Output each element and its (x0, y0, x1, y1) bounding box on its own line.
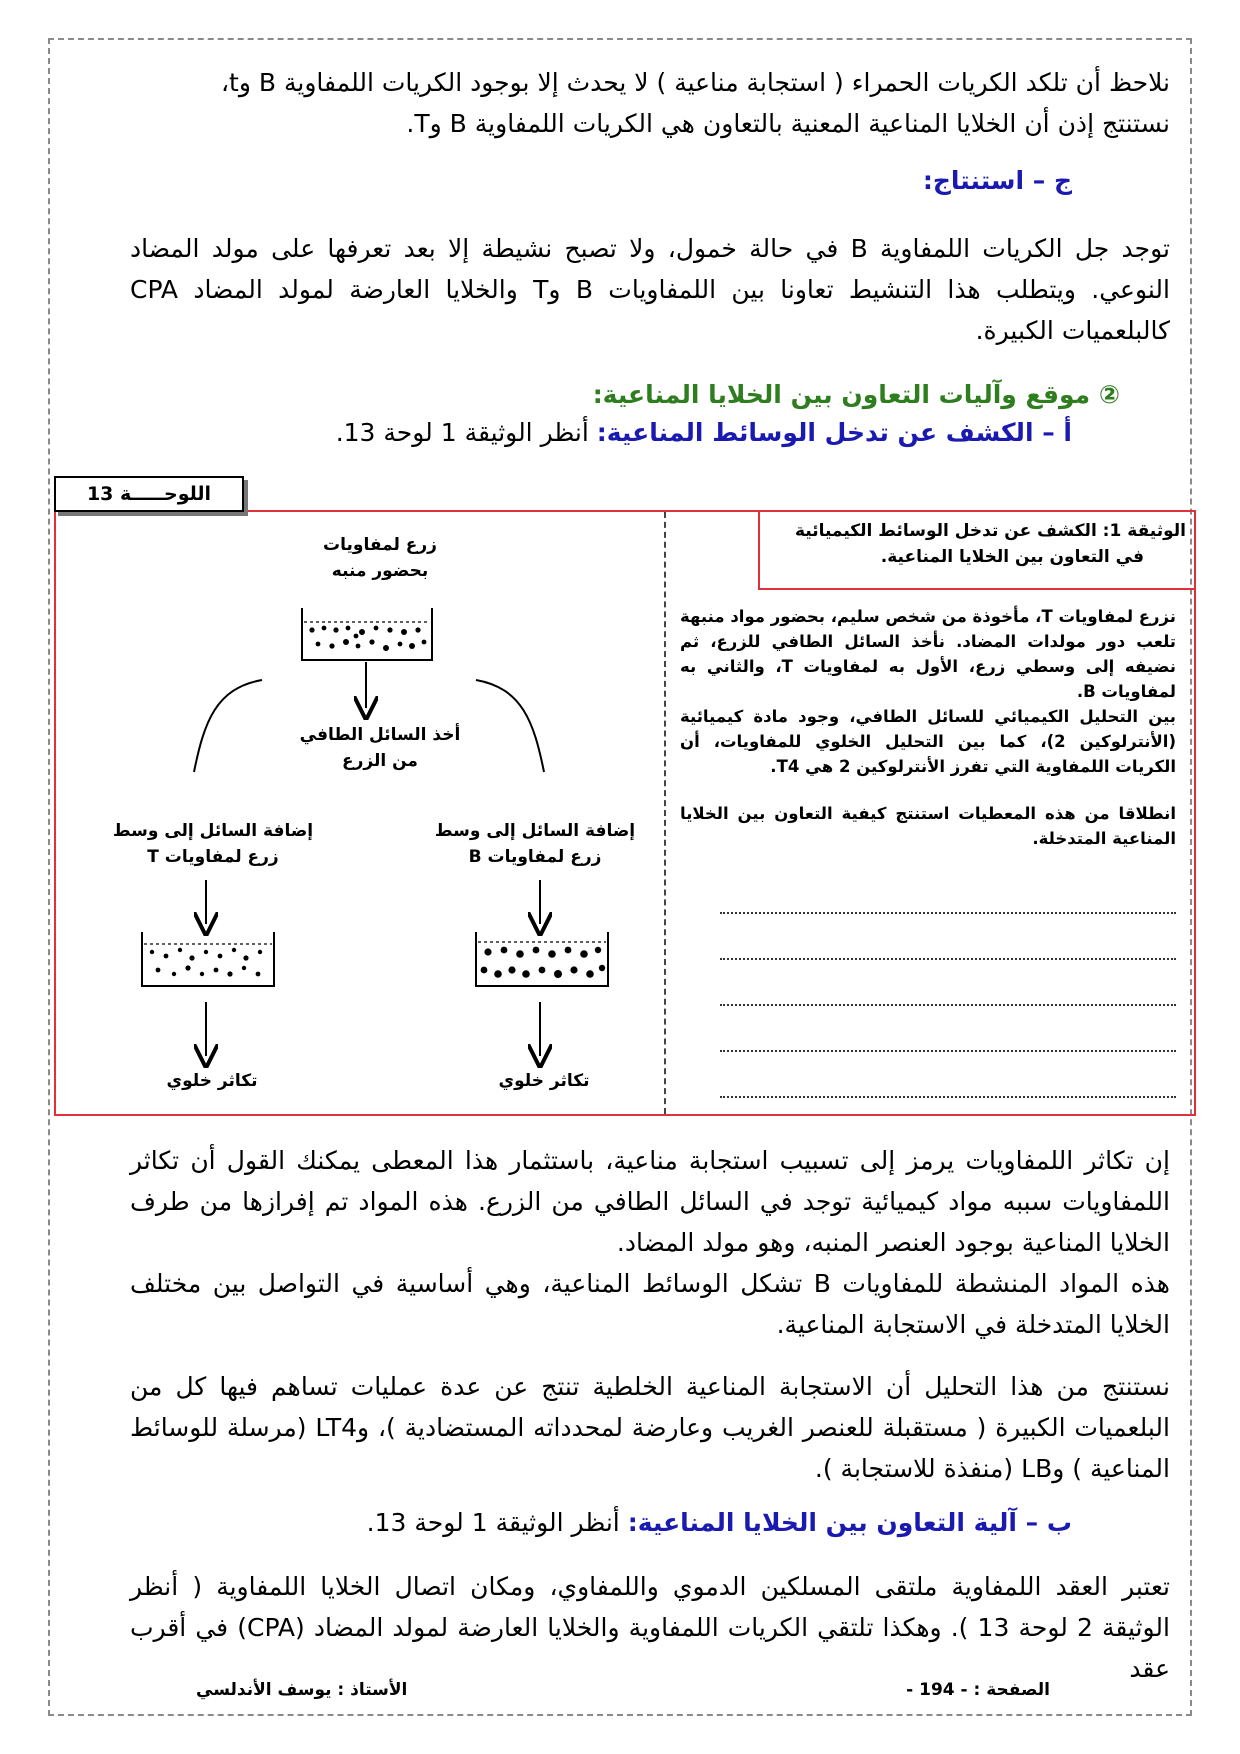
top-culture-label-2: بحضور منبه (331, 561, 429, 581)
section2a-heading: أ – الكشف عن تدخل الوسائط المناعية: (596, 418, 1072, 447)
add-to-b-label-1: إضافة السائل إلى وسط (434, 821, 636, 841)
section2b-line (367, 1508, 1072, 1537)
b-culture-beaker (476, 932, 608, 986)
top-culture-label-1: زرع لمفاويات (323, 535, 437, 555)
conclusion-heading: ج – استنتاج: (922, 166, 1072, 195)
add-to-t-label-1: إضافة السائل إلى وسط (112, 821, 314, 841)
intro-line-2: نستنتج إذن أن الخلايا المناعية المعنية بالتعاون هي الكريات اللمفاوية B وT. (406, 109, 1170, 138)
author-name: الأستاذ : يوسف الأندلسي (196, 1680, 408, 1700)
plate-divider (664, 512, 666, 1114)
answer-line (720, 912, 1176, 914)
section2a-line (336, 418, 1072, 447)
answer-line (720, 958, 1176, 960)
document-title-line-2: في التعاون بين الخلايا المناعية. (880, 547, 1144, 567)
last-paragraph (130, 1566, 1170, 1689)
answer-line (720, 1004, 1176, 1006)
document-text-2: بين التحليل الكيميائي للسائل الطافي، وجود مادة كيميائية (الأنترلوكين 2)، كما بين التحليل الخلوي للمفاويات، أن الكريات اللمفاوية التي تفرز الأنترلوكين 2 هي T4. (680, 707, 1176, 776)
page-number: الصفحة : - 194 - (906, 1680, 1050, 1700)
document-text-1: نزرع لمفاويات T، مأخوذة من شخص سليم، بحضور مواد منبهة تلعب دور مولدات المضاد. نأخذ السائل الطافي للزرع، ثم نضيفه إلى وسطي زرع، الأول به لمفاويات T، والثاني به لمفاويات B. (680, 607, 1176, 701)
document-title (758, 512, 1194, 590)
analysis-paragraph-2 (130, 1366, 1170, 1489)
section2b-heading: ب – آلية التعاون بين الخلايا المناعية: (627, 1508, 1072, 1537)
analysis-text-2: هذه المواد المنشطة للمفاويات B تشكل الوسائط المناعية، وهي أساسية في التواصل بين مختلف الخلايا المتدخلة في الاستجابة المناعية. (130, 1269, 1170, 1339)
conclusion-paragraph (130, 228, 1170, 351)
section2b-ref: أنظر الوثيقة 1 لوحة 13. (366, 1508, 620, 1537)
experiment-diagram (56, 512, 662, 1112)
plate-tab: اللوحـــــة 13 (54, 476, 244, 512)
section2-heading: ② موقع وآليات التعاون بين الخلايا المناعية: (592, 380, 1120, 409)
analysis-paragraph-1 (130, 1140, 1170, 1345)
document-question: انطلاقا من هذه المعطيات استنتج كيفية التعاون بين الخلايا المناعية المتدخلة. (680, 804, 1176, 848)
conclusion-text: توجد جل الكريات اللمفاوية B في حالة خمول، ولا تصبح نشيطة إلا بعد تعرفها على مولد المضاد النوعي. ويتطلب هذا التنشيط تعاونا بين اللمفاويات B وT والخلايا العارضة لمولد المضاد CPA كالبلعميات الكبيرة. (130, 234, 1171, 345)
last-text: تعتبر العقد اللمفاوية ملتقى المسلكين الدموي واللمفاوي، ومكان اتصال الخلايا اللمفاوية ( أنظر الوثيقة 2 لوحة 13 ). وهكذا تلتقي الكريات اللمفاوية والخلايا العارضة لمولد المضاد (CPA) في أقرب عقد (130, 1572, 1170, 1683)
t-culture-beaker (142, 932, 274, 986)
intro-paragraph (130, 62, 1170, 144)
answer-line (720, 1096, 1176, 1098)
supernatant-label-2: من الزرع (342, 751, 418, 771)
document-title-line-1: الوثيقة 1: الكشف عن تدخل الوسائط الكيميائية (794, 521, 1186, 541)
top-culture-beaker (302, 608, 432, 660)
answer-line (720, 1050, 1176, 1052)
result-b-label: تكاثر خلوي (498, 1071, 590, 1091)
intro-line-1: نلاحظ أن تلكد الكريات الحمراء ( استجابة مناعية ) لا يحدث إلا بوجود الكريات اللمفاوية B وt، (220, 68, 1170, 97)
add-to-t-label-2: زرع لمفاويات T (147, 847, 279, 867)
analysis-text-1: إن تكاثر اللمفاويات يرمز إلى تسبيب استجابة مناعية، باستثمار هذا المعطى يمكنك القول أن تكاثر اللمفاويات سببه مواد كيميائية توجد في السائل الطافي من الزرع. هذه المواد تم إفرازها من طرف الخلايا المناعية بوجود العنصر المنبه، وهو مولد المضاد. (130, 1146, 1170, 1257)
document-text (680, 604, 1176, 851)
add-to-b-label-2: زرع لمفاويات B (468, 847, 602, 867)
section2a-ref: أنظر الوثيقة 1 لوحة 13. (335, 418, 589, 447)
result-t-label: تكاثر خلوي (166, 1071, 258, 1091)
supernatant-label-1: أخذ السائل الطافي (299, 725, 461, 745)
analysis-conclusion: نستنتج من هذا التحليل أن الاستجابة المناعية الخلطية تنتج عن عدة عمليات تساهم فيها كل من البلعميات الكبيرة ( مستقبلة للعنصر الغريب وعارضة لمحدداته المستضادية )، وLT4 (مرسلة للوسائط المناعية ) وLB (منفذة للاستجابة ). (130, 1372, 1170, 1483)
